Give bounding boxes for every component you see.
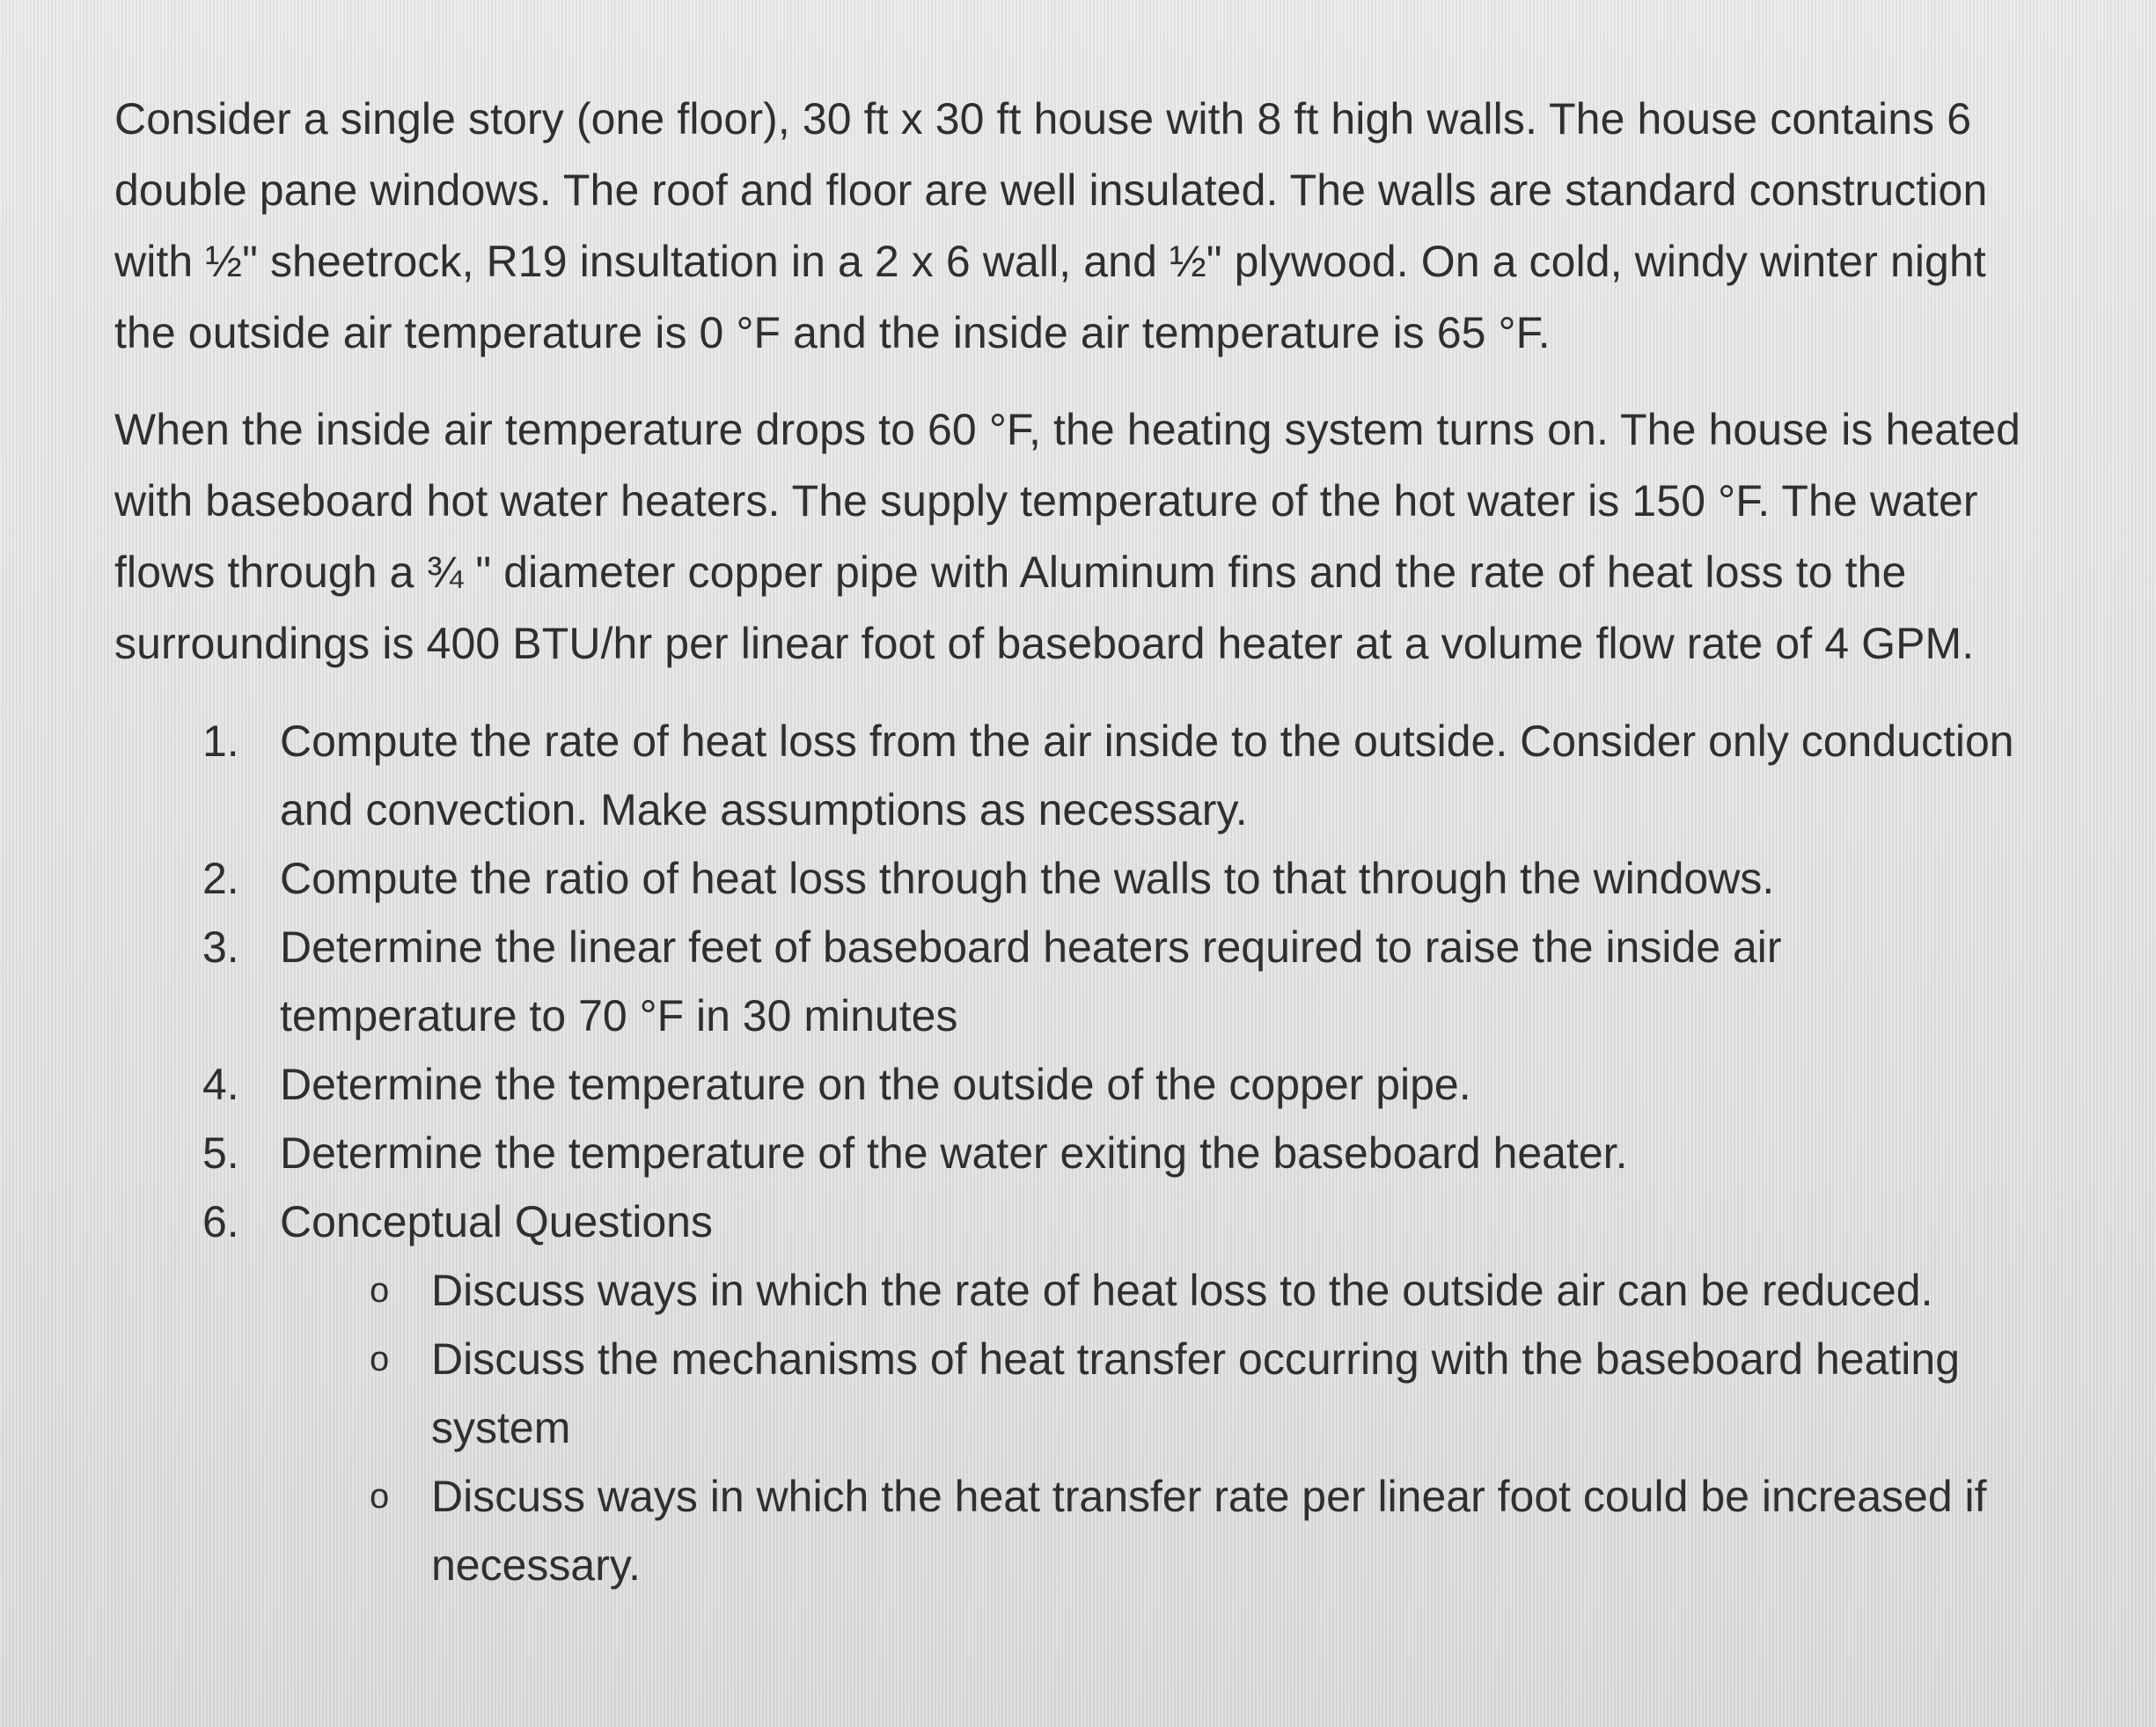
question-item [202,707,2022,844]
question-item [202,1050,2022,1119]
bullet-icon: o [370,1340,390,1378]
question-item [202,913,2022,1050]
question-item [202,1119,2022,1187]
bullet-icon: o [370,1271,390,1310]
question-number: 6. [202,1197,239,1246]
problem-paragraph: Consider a single story (one floor), 30 ft x 30 ft house with 8 ft high walls. The house contains 6 double pane windows. The roof and floor are well insulated. The walls are standard construction with ½" sheetrock, R19 insultation in a 2 x 6 wall, and ½" plywood. On a cold, windy winter night the outside air temperature is 0 °F and the inside air temperature is 65 °F. [114,94,1988,357]
problem-paragraph: When the inside air temperature drops to 60 °F, the heating system turns on. The house is heated with baseboard hot water heaters. The supply temperature of the hot water is 150 °F. The water flows through a ¾ " diameter copper pipe with Aluminum fins and the rate of heat loss to the surroundings is 400 BTU/hr per linear foot of baseboard heater at a volume flow rate of 4 GPM. [114,405,2021,668]
bullet-icon: o [370,1477,390,1516]
question-text: Compute the rate of heat loss from the air inside to the outside. Consider only conduction and convection. Make assumptions as necessary. [280,717,2014,834]
question-text: Determine the temperature of the water exiting the baseboard heater. [280,1128,1628,1178]
question-number: 2. [202,854,239,903]
question-text: Conceptual Questions [280,1197,713,1246]
question-number: 5. [202,1128,239,1178]
question-number: 1. [202,717,239,766]
question-item [202,1187,2022,1599]
document-body [114,84,2050,1599]
question-item [202,844,2022,913]
question-list [114,707,2050,1599]
conceptual-question-item [370,1256,2033,1325]
question-number: 3. [202,922,239,972]
conceptual-question-text: Discuss ways in which the heat transfer rate per linear foot could be increased if necessary. [431,1472,1987,1590]
question-text: Compute the ratio of heat loss through the walls to that through the windows. [280,854,1775,903]
question-number: 4. [202,1060,239,1109]
question-text: Determine the temperature on the outside of the copper pipe. [280,1060,1471,1109]
conceptual-question-item [370,1325,2033,1462]
question-text: Determine the linear feet of baseboard heaters required to raise the inside air temperature to 70 °F in 30 minutes [280,922,1782,1040]
conceptual-question-text: Discuss ways in which the rate of heat loss to the outside air can be reduced. [431,1266,1933,1315]
conceptual-question-text: Discuss the mechanisms of heat transfer occurring with the baseboard heating system [431,1334,1961,1452]
conceptual-question-list [280,1256,2022,1599]
conceptual-question-item [370,1462,2033,1599]
